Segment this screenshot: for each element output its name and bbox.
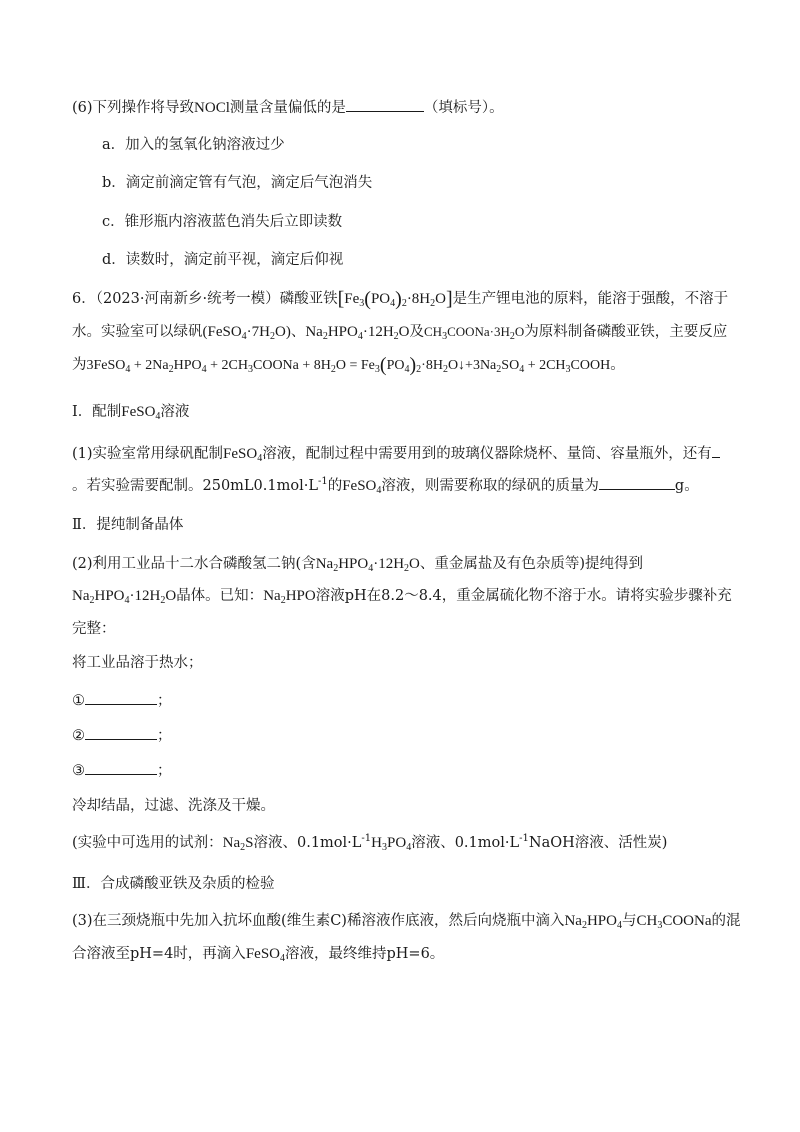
text-segment: ； — [157, 693, 172, 709]
text-segment: 、重金属盐及有色杂质等)提纯得到 — [419, 556, 644, 572]
step-final — [72, 795, 275, 817]
text-segment: 与 — [621, 913, 637, 929]
text-segment: 溶液，则需要称取的绿矾的质量为 — [381, 478, 599, 494]
step-number: ② — [72, 728, 85, 744]
text-segment: ； — [157, 763, 172, 779]
text-segment: 冷却结晶，过滤、洗涤及干燥。 — [72, 798, 275, 814]
text-segment: 及 — [409, 324, 425, 340]
feso4-formula: FeSO$_4$ — [121, 404, 161, 422]
option-label: a． — [102, 137, 126, 153]
section-2-title — [72, 514, 183, 536]
step-number: ③ — [72, 763, 85, 779]
option-label: c． — [102, 214, 125, 230]
q2-line1 — [72, 553, 643, 575]
text-segment: (实验中可选用的试剂： — [72, 835, 223, 851]
q1-line2 — [72, 474, 699, 497]
q2-line3 — [72, 618, 116, 640]
option-text: 读数时，滴定前平视，滴定后仰视 — [125, 252, 344, 268]
text-segment: 完整： — [72, 621, 116, 637]
answer-blank[interactable] — [346, 96, 424, 112]
reaction-equation — [72, 354, 625, 377]
option-b — [102, 172, 372, 194]
text-segment: 溶液pH在8.2～8.4，重金属硫化物不溶于水。请将实验步骤补充 — [315, 588, 732, 604]
problem-number: 6． — [72, 291, 96, 307]
q3-line2 — [72, 943, 444, 965]
problem6-line1 — [72, 288, 728, 310]
text-segment: 。 — [610, 357, 625, 373]
exponent: -1 — [519, 833, 529, 844]
text-segment: Ⅱ．提纯制备晶体 — [72, 517, 184, 533]
text-segment: 溶液、0.1mol·L — [411, 835, 520, 851]
problem-desc: 是生产锂电池的原料，能溶于强酸，不溶于 — [452, 291, 729, 307]
section-1-title — [72, 401, 189, 423]
text-segment: 溶液、0.1mol·L — [253, 835, 362, 851]
answer-blank[interactable] — [712, 442, 720, 458]
q1-line1 — [72, 442, 720, 465]
na2s-formula: $Na_2S$ — [222, 835, 254, 853]
answer-blank[interactable] — [599, 474, 675, 490]
q6-middle: 测量含量偏低的是 — [229, 100, 346, 116]
ch3coona-formula: $CH_3COONa$ — [636, 913, 712, 931]
text-segment: 合溶液至pH=4时，再滴入 — [72, 946, 246, 962]
option-d — [102, 249, 343, 271]
text-segment: NaOH溶液、活性炭) — [528, 835, 668, 851]
text-segment: 的 — [327, 478, 343, 494]
q2-line2 — [72, 585, 732, 607]
step-1 — [72, 689, 172, 712]
text-segment: ； — [157, 728, 172, 744]
answer-blank[interactable] — [85, 724, 157, 740]
feso4-formula: FeSO$_4$ — [245, 946, 285, 964]
problem6-line2 — [72, 321, 727, 343]
text-segment: g。 — [674, 478, 699, 494]
step-dissolve — [72, 652, 203, 674]
q6-suffix: （填标号）。 — [423, 100, 504, 116]
option-label: b． — [102, 175, 126, 191]
answer-blank[interactable] — [85, 689, 157, 705]
text-segment: (2)利用工业品十二水合磷酸氢二钠(含 — [72, 556, 316, 572]
reagents-line — [72, 832, 667, 854]
feso4-formula: FeSO$_4$ — [342, 478, 382, 496]
exponent: -1 — [317, 476, 328, 487]
option-text: 锥形瓶内溶液蓝色消失后立即读数 — [124, 214, 343, 230]
section-3-title — [72, 873, 274, 895]
step-3 — [72, 759, 172, 782]
fe3po4-formula: $[Fe_3(PO_4)_2\cdot 8H_2O]$ — [337, 288, 453, 310]
compound-name: 磷酸亚铁 — [279, 291, 338, 307]
text-segment: 。若实验需要配制。250mL0.1mol·L — [72, 478, 318, 494]
option-label: d． — [102, 252, 126, 268]
text-segment: 为原料制备磷酸亚铁，主要反应 — [524, 324, 728, 340]
problem-source: （2023·河南新乡·统考一模） — [95, 291, 280, 307]
na2hpo4-formula: $Na_2HPO_4$ — [564, 913, 622, 931]
step-number: ① — [72, 693, 85, 709]
text-segment: 晶体。已知： — [176, 588, 264, 604]
na2hpo4-formula: $Na_2HPO_4\cdot 12H_2O$ — [72, 588, 177, 606]
na2hpo4-formula: $Na_2HPO_4\cdot 12H_2O$ — [305, 324, 410, 342]
text-segment: 溶液 — [160, 404, 190, 420]
option-c — [102, 211, 342, 233]
q6-prefix: (6)下列操作将导致 — [72, 100, 195, 116]
text-segment: 、 — [290, 324, 306, 340]
text-segment: 将工业品溶于热水； — [72, 655, 203, 671]
option-text: 加入的氢氧化钠溶液过少 — [125, 137, 285, 153]
text-segment: I．配制 — [72, 404, 122, 420]
option-text: 滴定前滴定管有气泡，滴定后气泡消失 — [125, 175, 373, 191]
na2hpo-formula: $Na_2HPO$ — [263, 588, 316, 606]
text-segment: 溶液，最终维持pH=6。 — [285, 946, 445, 962]
q3-line1 — [72, 910, 740, 932]
nocl-formula: NOCl — [194, 100, 230, 116]
text-segment: 溶液，配制过程中需要用到的玻璃仪器除烧杯、量筒、容量瓶外，还有 — [262, 446, 712, 462]
text-segment: 的混 — [711, 913, 741, 929]
feso4-formula: FeSO$_4$ — [223, 446, 263, 464]
text-segment: (1)实验室常用绿矾配制 — [72, 446, 224, 462]
step-2 — [72, 724, 172, 747]
na2hpo4-formula: $Na_2HPO_4\cdot 12H_2O$ — [315, 556, 420, 574]
text-segment: Ⅲ．合成磷酸亚铁及杂质的检验 — [72, 876, 275, 892]
answer-blank[interactable] — [85, 759, 157, 775]
feso4-7h2o-formula: $(FeSO_4\cdot 7H_2O)$ — [202, 324, 291, 342]
text-segment: 水。实验室可以绿矾 — [72, 324, 203, 340]
option-a — [102, 134, 285, 156]
text-segment: 为 — [72, 357, 87, 373]
exponent: -1 — [361, 833, 372, 844]
ch3coona-formula: $CH_3COONa\cdot 3H_2O$ — [424, 324, 525, 342]
q6-stem — [72, 96, 504, 119]
text-segment: (3)在三颈烧瓶中先加入抗坏血酸(维生素C)稀溶液作底液，然后向烧瓶中滴入 — [72, 913, 565, 929]
equation-formula: 3FeSO$_4$ + $2Na_2HPO_4$ + $2CH_3COONa + 8H_2O$ = $Fe_3(PO_4)_2\cdot 8H_2O↓+3Na_2SO_4$ + $2CH_3COOH$ — [86, 354, 611, 376]
h3po4-formula: $H_3PO_4$ — [371, 835, 412, 853]
